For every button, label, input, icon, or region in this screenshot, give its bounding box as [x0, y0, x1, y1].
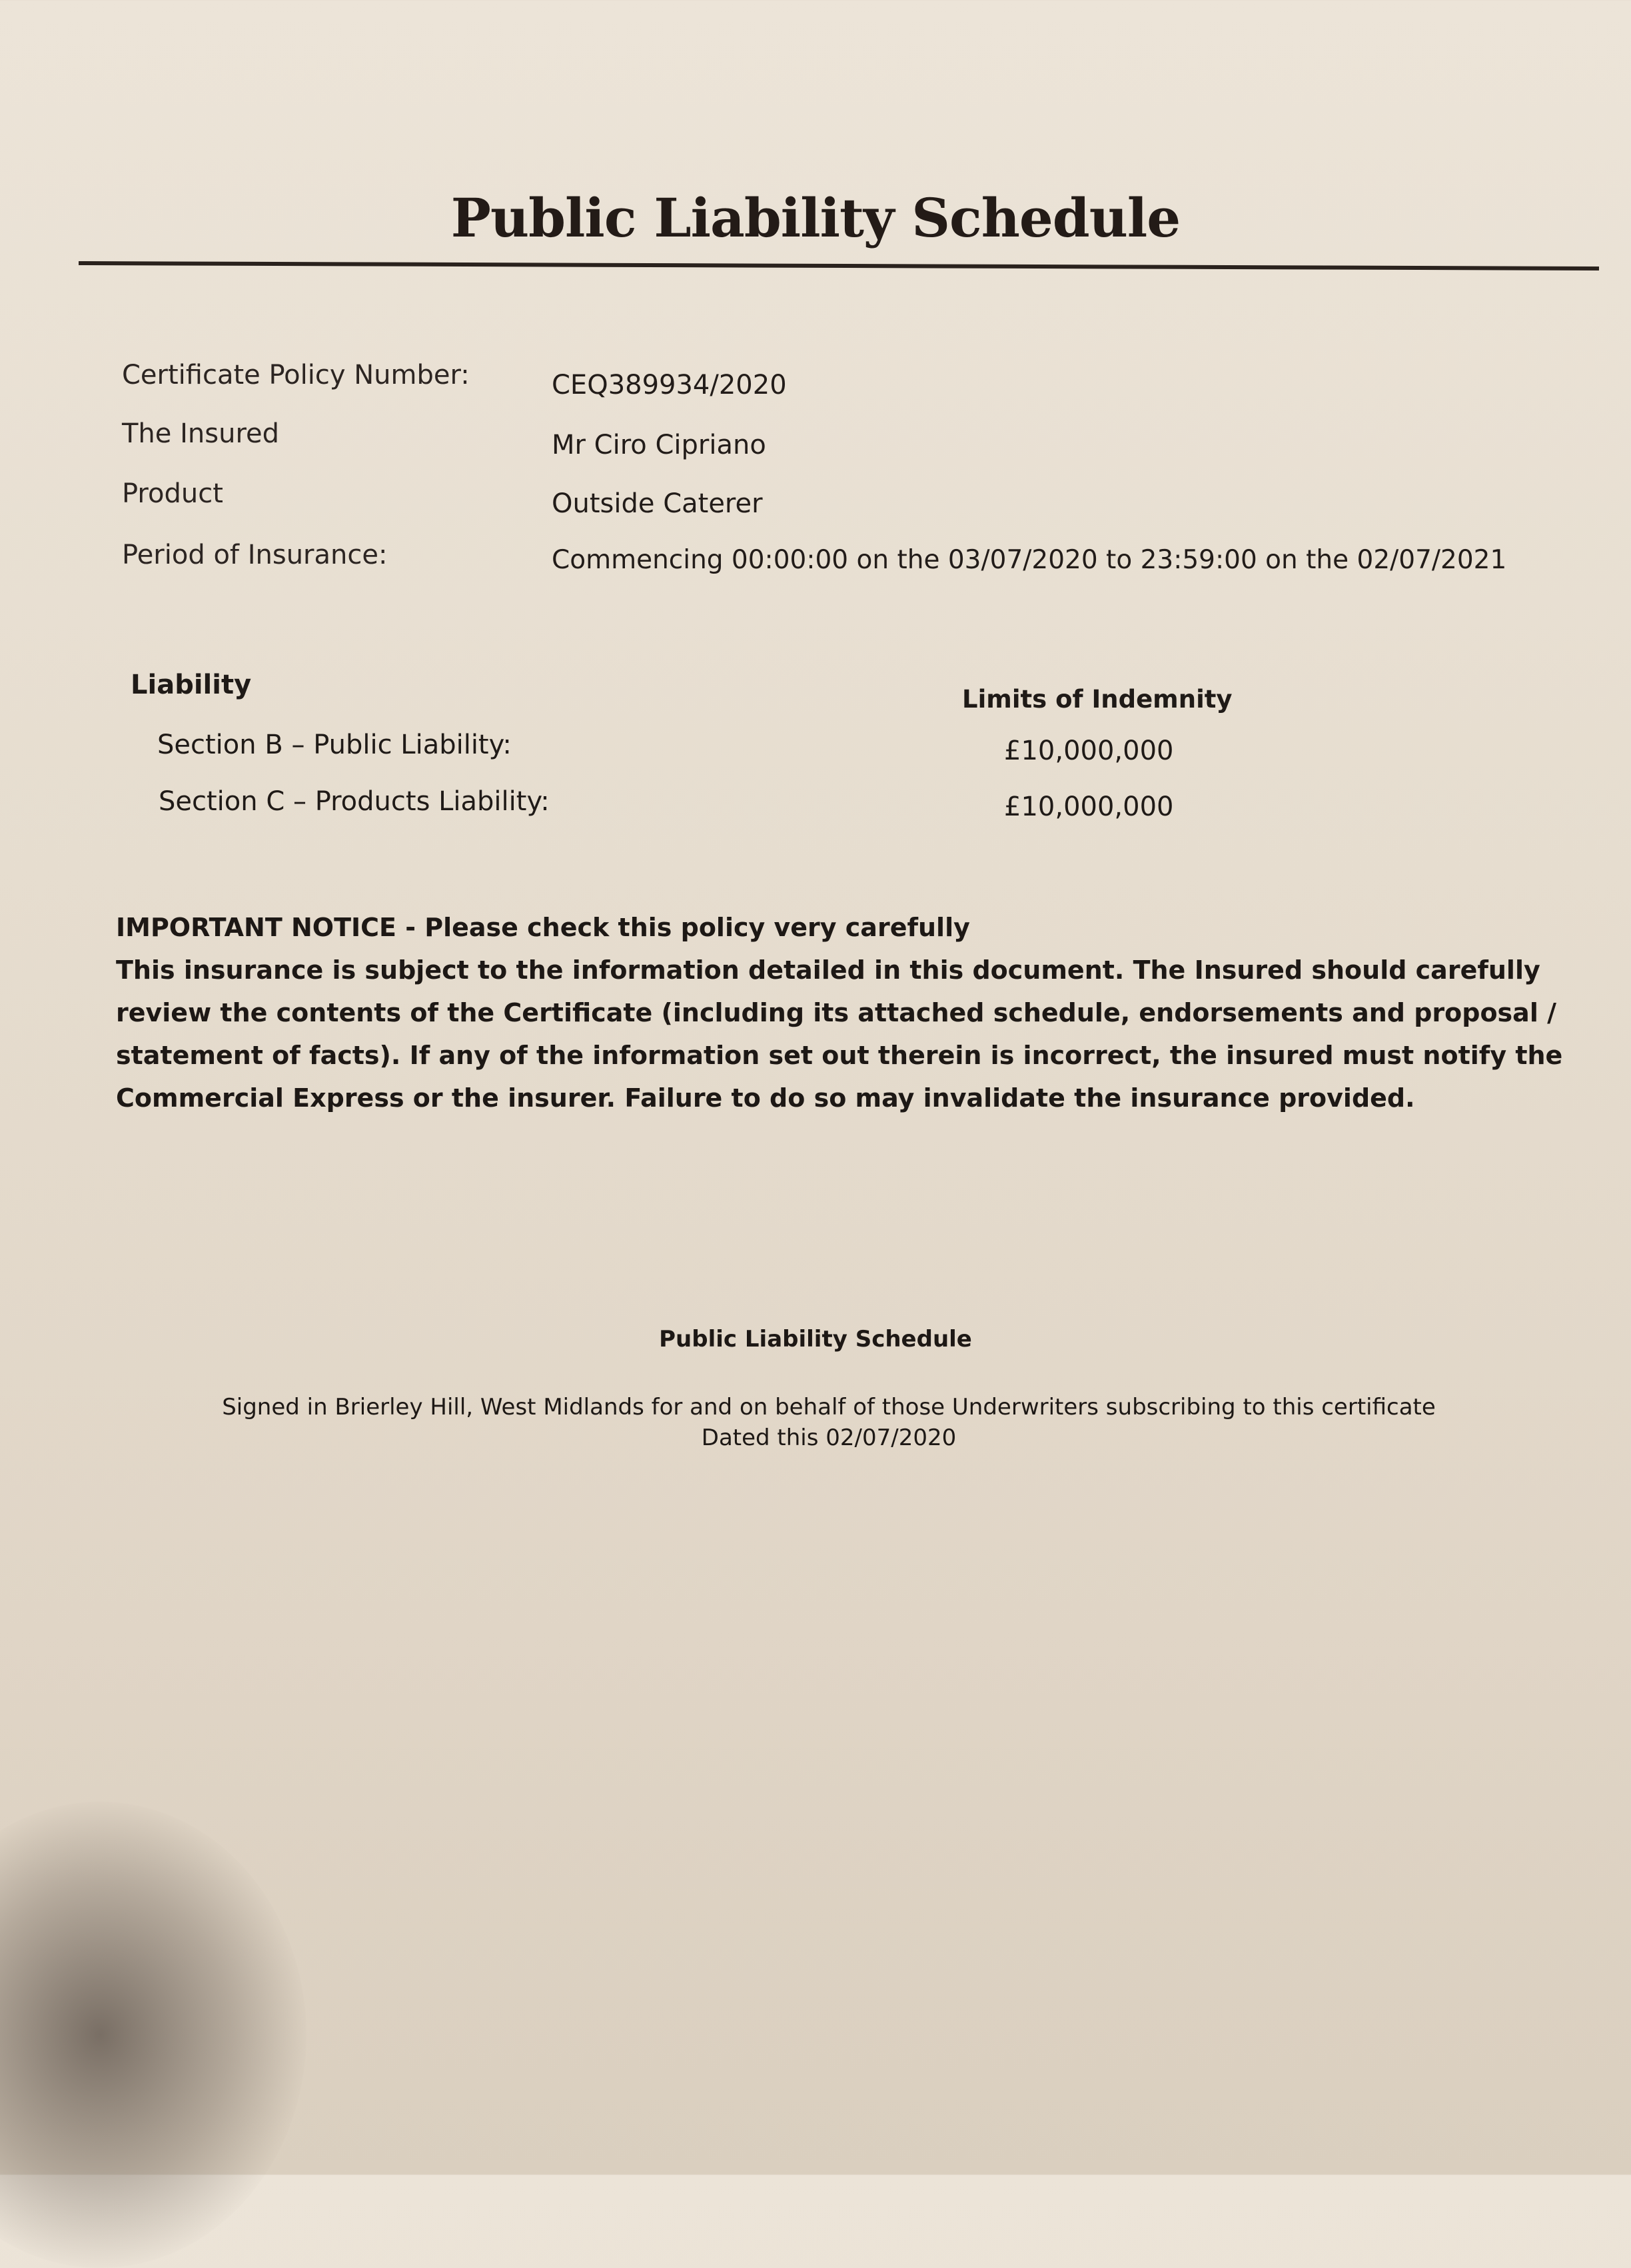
policy-number-value: CEQ389934/2020 — [552, 370, 787, 400]
liability-heading: Liability — [131, 670, 252, 700]
notice-heading: IMPORTANT NOTICE - Please check this policy very carefully — [116, 913, 970, 942]
section-c-label: Section C – Products Liability: — [159, 786, 550, 817]
insured-value: Mr Ciro Cipriano — [552, 430, 766, 460]
insured-label: The Insured — [122, 418, 280, 449]
section-c-limit: £10,000,000 — [1004, 792, 1174, 822]
title-divider — [79, 261, 1599, 271]
notice-body: This insurance is subject to the information detailed in this document. The Insured should carefully review the contents of the Certificate (including its attached schedule, endorsements and proposal / statement of facts). If any of the information set out therein is incorrect, the insured must notify the Commercial Express or the insurer. Failure to do so may invalidate the insurance provided. — [116, 955, 1563, 1113]
product-value: Outside Caterer — [552, 488, 763, 519]
policy-number-label: Certificate Policy Number: — [122, 360, 470, 390]
dated-line: Dated this 02/07/2020 — [701, 1424, 957, 1451]
period-label: Period of Insurance: — [122, 540, 388, 570]
important-notice — [116, 906, 1568, 1119]
section-b-limit: £10,000,000 — [1004, 736, 1174, 766]
product-label: Product — [122, 478, 223, 509]
footer-title: Public Liability Schedule — [659, 1326, 972, 1353]
page-title: Public Liability Schedule — [450, 187, 1181, 249]
signed-statement: Signed in Brierley Hill, West Midlands for and on behalf of those Underwriters subscribing to this certificate — [222, 1394, 1436, 1420]
section-b-label: Section B – Public Liability: — [157, 730, 512, 760]
hand-shadow — [0, 1802, 306, 2268]
limits-heading: Limits of Indemnity — [962, 685, 1233, 714]
period-value: Commencing 00:00:00 on the 03/07/2020 to 23:59:00 on the 02/07/2021 — [552, 545, 1507, 575]
